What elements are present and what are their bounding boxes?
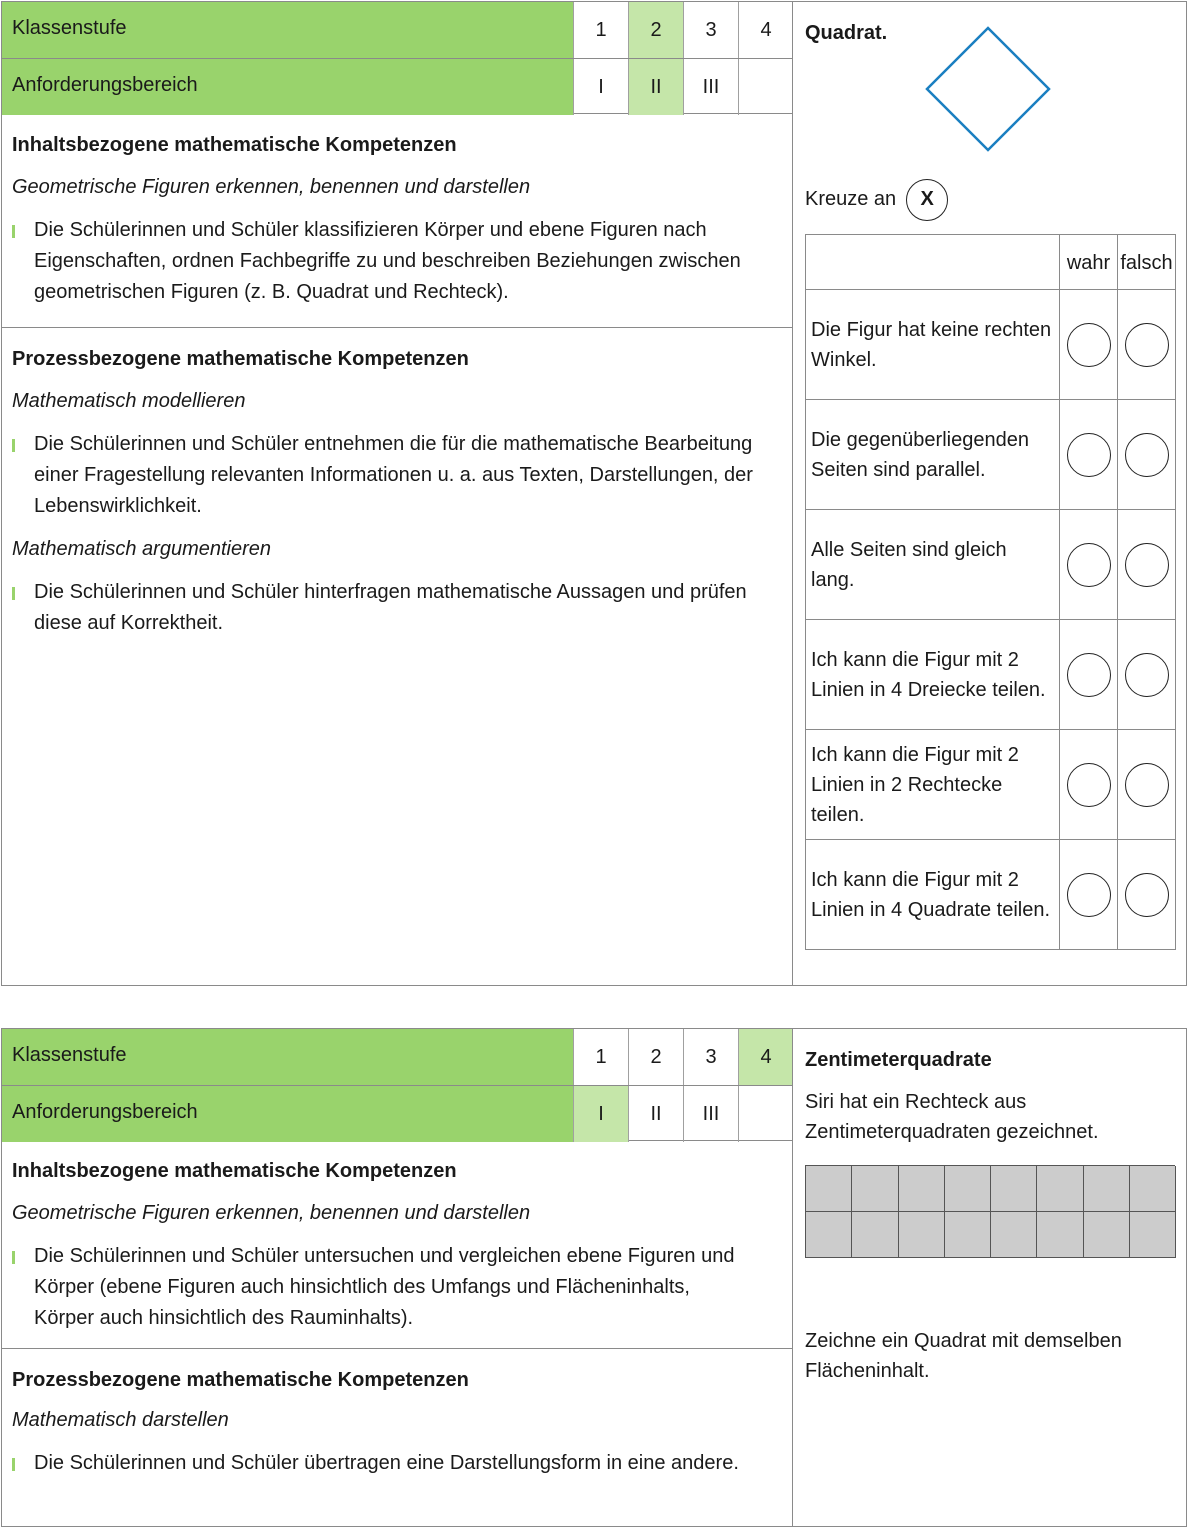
square-figure-icon (925, 26, 1051, 152)
true-false-table (805, 234, 1176, 950)
table-row (806, 510, 1176, 620)
wahr-checkbox[interactable] (1067, 543, 1111, 587)
prozess-bullet-darstellen: Die Schülerinnen und Schüler übertragen eine Darstellungsform in eine andere. (12, 1448, 782, 1479)
task-instruction: Zeichne ein Quadrat mit demselben Flächeninhalt. (805, 1330, 1122, 1382)
klassenstufe-3: 3 (683, 1029, 738, 1085)
centimeter-square (1130, 1212, 1176, 1258)
prozess-heading: Prozessbezogene mathematische Kompetenzen (12, 348, 469, 370)
centimeter-square (899, 1166, 945, 1212)
centimeter-square (1084, 1166, 1130, 1212)
anforderung-row (2, 1085, 792, 1141)
prozess-section (2, 1365, 792, 1479)
klassenstufe-row (2, 1029, 792, 1085)
centimeter-square (1084, 1212, 1130, 1258)
klassenstufe-2: 2 (628, 1029, 683, 1085)
centimeter-square-grid (805, 1165, 1175, 1258)
inhalt-bullet: Die Schülerinnen und Schüler klassifizieren Körper und ebene Figuren nach Eigenschaften, ordnen Fachbegriffe zu und beschreiben Beziehungen zwischen geometrischen Figuren (z. B. Quadrat und Rechteck). (12, 215, 782, 308)
table-row (806, 400, 1176, 510)
anforderung-II: II (628, 1086, 683, 1142)
table-row (806, 620, 1176, 730)
centimeter-square (945, 1212, 991, 1258)
statement-text: Ich kann die Figur mit 2 Linien in 2 Rechtecke teilen. (806, 730, 1060, 840)
wahr-checkbox[interactable] (1067, 653, 1111, 697)
anforderung-I: I (573, 59, 628, 115)
inhalt-section (2, 130, 792, 308)
instruction-row (805, 177, 948, 221)
prozess-sub-darstellen: Mathematisch darstellen (12, 1409, 229, 1431)
prozess-sub-modellieren: Mathematisch modellieren (12, 390, 246, 412)
answer-falsch-cell (1118, 840, 1176, 950)
answer-wahr-cell (1060, 840, 1118, 950)
table-row (806, 730, 1176, 840)
table-row (806, 840, 1176, 950)
falsch-checkbox[interactable] (1125, 653, 1169, 697)
section-divider (2, 327, 792, 328)
anforderung-label: Anforderungsbereich (2, 1086, 573, 1142)
instruction-text: Kreuze an (805, 188, 897, 210)
answer-wahr-cell (1060, 510, 1118, 620)
klassenstufe-4-selected: 4 (738, 1029, 793, 1085)
cross-mark-icon: X (906, 179, 948, 221)
task-card-zentimeterquadrate (1, 1028, 1187, 1527)
klassenstufe-1: 1 (573, 1029, 628, 1085)
anforderung-III: III (683, 1086, 738, 1142)
answer-wahr-cell (1060, 730, 1118, 840)
inhalt-bullet: Die Schülerinnen und Schüler untersuchen und vergleichen ebene Figuren und Körper (ebene Figuren auch hinsichtlich des Umfangs und Flächeninhalts, Körper auch hinsichtlich des Rauminhalts). (12, 1241, 782, 1334)
prozess-sub-argumentieren: Mathematisch argumentieren (12, 538, 272, 560)
klassenstufe-label: Klassenstufe (2, 2, 573, 58)
answer-wahr-cell (1060, 290, 1118, 400)
falsch-checkbox[interactable] (1125, 873, 1169, 917)
competence-panel (2, 1029, 792, 1526)
wahr-checkbox[interactable] (1067, 323, 1111, 367)
inhalt-section (2, 1156, 792, 1334)
task-intro: Siri hat ein Rechteck aus Zentimeterquadraten gezeichnet. (805, 1091, 1099, 1143)
anforderung-III: III (683, 59, 738, 115)
wahr-checkbox[interactable] (1067, 873, 1111, 917)
falsch-checkbox[interactable] (1125, 763, 1169, 807)
centimeter-square (806, 1212, 852, 1258)
table-row (806, 290, 1176, 400)
statement-text: Die gegenüberliegenden Seiten sind parallel. (806, 400, 1060, 510)
prozess-bullet-argumentieren: Die Schülerinnen und Schüler hinterfragen mathematische Aussagen und prüfen diese auf Korrektheit. (12, 577, 782, 639)
falsch-checkbox[interactable] (1125, 323, 1169, 367)
centimeter-square (852, 1166, 898, 1212)
answer-falsch-cell (1118, 730, 1176, 840)
competence-panel (2, 2, 792, 985)
table-header-empty (806, 235, 1060, 290)
falsch-checkbox[interactable] (1125, 433, 1169, 477)
statement-text: Die Figur hat keine rechten Winkel. (806, 290, 1060, 400)
answer-falsch-cell (1118, 620, 1176, 730)
centimeter-square (991, 1212, 1037, 1258)
column-header-wahr: wahr (1060, 235, 1118, 290)
anforderung-row (2, 58, 792, 114)
answer-falsch-cell (1118, 290, 1176, 400)
wahr-checkbox[interactable] (1067, 763, 1111, 807)
centimeter-square (1130, 1166, 1176, 1212)
inhalt-heading: Inhaltsbezogene mathematische Kompetenzen (12, 134, 457, 156)
anforderung-empty (738, 1086, 793, 1142)
klassenstufe-4: 4 (738, 2, 793, 58)
answer-wahr-cell (1060, 400, 1118, 510)
anforderung-empty (738, 59, 793, 115)
statement-text: Ich kann die Figur mit 2 Linien in 4 Quadrate teilen. (806, 840, 1060, 950)
inhalt-heading: Inhaltsbezogene mathematische Kompetenzen (12, 1160, 457, 1182)
section-divider (2, 1348, 792, 1349)
statement-text: Ich kann die Figur mit 2 Linien in 4 Dreiecke teilen. (806, 620, 1060, 730)
inhalt-subheading: Geometrische Figuren erkennen, benennen und darstellen (12, 1202, 531, 1224)
task-title: Zentimeterquadrate (805, 1049, 992, 1071)
centimeter-square (852, 1212, 898, 1258)
klassenstufe-2-selected: 2 (628, 2, 683, 58)
answer-falsch-cell (1118, 510, 1176, 620)
statement-text: Alle Seiten sind gleich lang. (806, 510, 1060, 620)
klassenstufe-row (2, 2, 792, 58)
prozess-heading: Prozessbezogene mathematische Kompetenzen (12, 1369, 469, 1391)
prozess-bullet-modellieren: Die Schülerinnen und Schüler entnehmen die für die mathematische Bearbeitung einer Fragestellung relevanten Informationen u. a. aus Texten, Darstellungen, der Lebenswirklichkeit. (12, 429, 782, 522)
anforderung-I-selected: I (573, 1086, 628, 1142)
klassenstufe-3: 3 (683, 2, 738, 58)
anforderung-II-selected: II (628, 59, 683, 115)
column-header-falsch: falsch (1118, 235, 1176, 290)
centimeter-square (945, 1166, 991, 1212)
centimeter-square (991, 1166, 1037, 1212)
klassenstufe-label: Klassenstufe (2, 1029, 573, 1085)
falsch-checkbox[interactable] (1125, 543, 1169, 587)
task-panel (792, 1029, 1186, 1526)
anforderung-label: Anforderungsbereich (2, 59, 573, 115)
centimeter-square (899, 1212, 945, 1258)
task-card-quadrat (1, 1, 1187, 986)
wahr-checkbox[interactable] (1067, 433, 1111, 477)
prozess-section (2, 344, 792, 639)
table-header-row (806, 235, 1176, 290)
klassenstufe-1: 1 (573, 2, 628, 58)
inhalt-subheading: Geometrische Figuren erkennen, benennen und darstellen (12, 176, 531, 198)
answer-wahr-cell (1060, 620, 1118, 730)
task-title: Quadrat. (805, 22, 888, 44)
task-panel (792, 2, 1186, 985)
centimeter-square (1037, 1166, 1083, 1212)
answer-falsch-cell (1118, 400, 1176, 510)
centimeter-square (806, 1166, 852, 1212)
centimeter-square (1037, 1212, 1083, 1258)
